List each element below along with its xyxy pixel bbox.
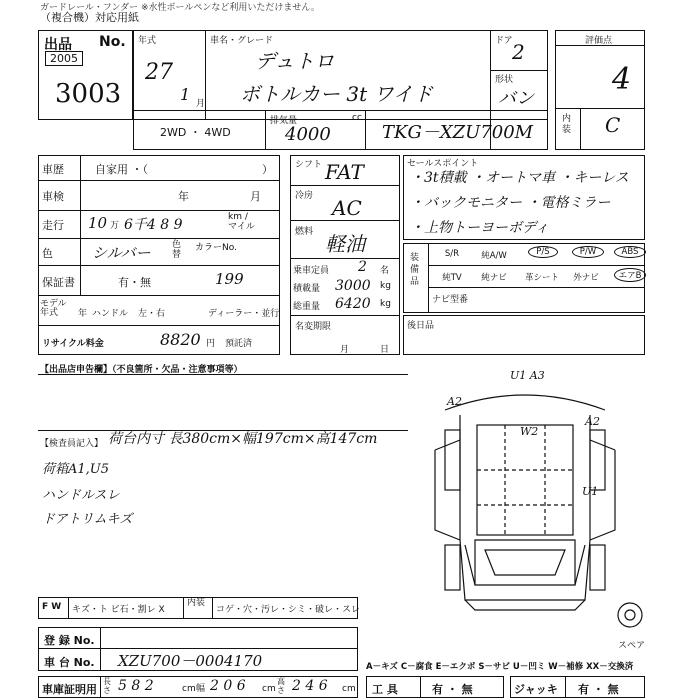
warranty-value: 有・無 xyxy=(118,276,151,289)
dealer-label: ディーラー・並行 xyxy=(208,309,280,319)
gross-value: 6420 xyxy=(335,296,371,312)
recycle-note: 預託済 xyxy=(225,339,253,349)
after-items-label: 後日品 xyxy=(407,321,435,331)
color-no-label: カラーNo. xyxy=(195,243,237,253)
after-items-box xyxy=(403,315,645,355)
eq-tv: 純TV xyxy=(442,273,462,283)
history-close: ） xyxy=(262,163,273,176)
lot-label: 出品 xyxy=(44,37,72,53)
inspection-label: 車検 xyxy=(42,190,64,203)
eq-abs: ABS xyxy=(614,246,646,258)
sales-points-label: セールスポイント xyxy=(407,159,479,169)
spare-label: スペア xyxy=(618,641,646,651)
height-label: 高さ xyxy=(277,677,285,695)
vehicle-name: デュトロ xyxy=(255,49,335,73)
declaration-title: 【出品店申告欄】（不良箇所・欠品・注意事項等） xyxy=(40,365,243,375)
equipment-label: 装備品 xyxy=(410,253,420,287)
diag-mark-w2: W2 xyxy=(520,425,539,438)
tools-label: 工 具 xyxy=(372,683,398,696)
mileage-unit: km / マイル xyxy=(228,212,255,232)
height-value: 2 4 6 xyxy=(292,678,328,694)
model-code: TKG－XZU700M xyxy=(382,122,534,143)
lot-box xyxy=(38,30,133,120)
fw-items: キズ・ト ビ石・割レ X xyxy=(72,605,165,615)
eq-ext-navi: 外ナビ xyxy=(573,273,599,283)
eq-navi: 純ナビ xyxy=(481,273,507,283)
jack-value: 有 ・ 無 xyxy=(578,683,619,696)
recycle-value: 8820 xyxy=(160,330,201,349)
name-grade-label: 車名・グレード xyxy=(210,36,274,46)
diag-mark-top: U1 A3 xyxy=(510,369,545,382)
eq-airbag: エアB xyxy=(614,268,646,282)
sales-point-3: ・上物トーヨーボディ xyxy=(410,220,549,236)
vehicle-grade: ボトルカー 3t ワイド xyxy=(240,82,433,106)
load-unit: kg xyxy=(380,281,391,291)
interior-damage-label: 内装 xyxy=(187,598,206,608)
year-label: 年式 xyxy=(138,36,157,46)
inspection-year: 年 xyxy=(178,190,189,203)
fuel-label: 燃料 xyxy=(295,227,314,237)
interior-label: 内装 xyxy=(562,114,572,135)
fw-label: F W xyxy=(42,602,62,612)
drive-value: 2WD ・ 4WD xyxy=(160,126,231,139)
lot-number: 3003 xyxy=(55,79,122,109)
interior-value: C xyxy=(605,113,621,137)
load-label: 積載量 xyxy=(293,284,321,294)
inspection-month: 月 xyxy=(250,190,261,203)
capacity-unit: 名 xyxy=(380,266,390,276)
ac-label: 冷房 xyxy=(295,191,314,201)
load-value: 3000 xyxy=(335,278,371,294)
eq-ps: P/S xyxy=(528,246,558,258)
shift-value: FAT xyxy=(325,160,364,184)
reg-change-label: 名変期限 xyxy=(295,322,332,332)
top-note: ガードレール・フンダー ※水性ボールペンなど利用いただけません。 xyxy=(40,3,320,13)
history-value: 自家用 ・（ xyxy=(95,163,148,176)
fuel-value: 軽油 xyxy=(325,232,365,256)
doors-value: 2 xyxy=(512,40,525,64)
inspector-note-1: 荷台内寸 長380cm×幅197cm×高147cm xyxy=(108,431,378,447)
capacity-value: 2 xyxy=(358,259,367,275)
inspector-note-4: ドアトリムキズ xyxy=(42,512,133,527)
sales-point-2: ・バックモニター ・電格ミラー xyxy=(410,195,611,211)
garage-size-label: 車庫証明用 xyxy=(42,683,97,696)
model-year-unit: 年 xyxy=(78,309,88,319)
capacity-label: 乗車定員 xyxy=(293,266,330,276)
vehicle-diagram xyxy=(405,370,655,630)
gross-unit: kg xyxy=(380,299,391,309)
year-value: 27 xyxy=(145,60,173,85)
chassis-no-label: 車 台 No. xyxy=(44,656,95,669)
eq-leather: 革シート xyxy=(524,273,559,283)
diag-mark-u1: U1 xyxy=(582,485,599,498)
score-value: 4 xyxy=(612,62,632,97)
diag-mark-a2-right: A2 xyxy=(585,415,600,428)
history-label: 車歴 xyxy=(42,163,64,176)
color-value: シルバー xyxy=(92,244,151,262)
height-cm: cm xyxy=(342,684,356,694)
sales-point-1: ・3t積載 ・オートマ車 ・キーレス xyxy=(410,170,629,186)
recycle-unit: 円 xyxy=(206,339,216,349)
warranty-note: 199 xyxy=(215,270,244,288)
reg-change-month: 月 xyxy=(340,345,350,355)
model-year-label: モデル年式 xyxy=(40,299,67,318)
width-value: 2 0 6 xyxy=(210,678,246,694)
shape-label: 形状 xyxy=(495,75,514,85)
score-label: 評価点 xyxy=(585,36,613,46)
diag-mark-a2-left: A2 xyxy=(447,395,462,408)
chassis-no-value: XZU700－0004170 xyxy=(118,652,263,670)
machine-note: （複合機）対応用紙 xyxy=(40,11,139,24)
navi-model-label: ナビ型番 xyxy=(432,295,469,305)
length-cm: cm xyxy=(182,684,196,694)
cc-label: cc xyxy=(352,113,362,123)
reg-no-label: 登 録 No. xyxy=(44,634,95,647)
displacement-value: 4000 xyxy=(285,124,331,145)
reg-change-day: 日 xyxy=(380,345,390,355)
recycle-label: リサイクル料金 xyxy=(42,339,104,349)
gross-label: 総重量 xyxy=(293,302,321,312)
shape-value: バン xyxy=(498,88,534,109)
month-value: 1 xyxy=(180,85,191,104)
eq-pw: P/W xyxy=(572,246,604,258)
inspector-label: 【検査員記入】 xyxy=(40,439,104,449)
eq-alloy: 純A/W xyxy=(481,251,507,261)
jack-label: ジャッキ xyxy=(514,683,558,696)
handle-value: 左・右 xyxy=(138,309,166,319)
month-unit: 月 xyxy=(196,99,206,109)
color-label: 色 xyxy=(42,247,53,260)
tools-value: 有 ・ 無 xyxy=(432,683,473,696)
doors-label: ドア xyxy=(495,36,513,46)
width-label: 幅 xyxy=(196,684,206,694)
eq-sr: S/R xyxy=(444,249,460,259)
ac-value: AC xyxy=(332,196,362,220)
mileage-digits: 6千4 8 9 xyxy=(124,217,183,233)
handle-label: ハンドル xyxy=(92,309,129,319)
length-label: 長さ xyxy=(103,677,111,695)
lot-year: 2005 xyxy=(45,51,83,66)
mileage-label: 走行 xyxy=(42,219,64,232)
lot-no-label: No. xyxy=(99,34,126,50)
color-change: 色替 xyxy=(172,240,182,260)
displacement-label: 排気量 xyxy=(270,116,298,126)
length-value: 5 8 2 xyxy=(118,678,154,694)
warranty-label: 保証書 xyxy=(42,276,75,289)
shift-label: シフト xyxy=(295,160,323,170)
interior-damage-items: コゲ・穴・汚レ・シミ・破レ・スレ xyxy=(216,605,361,615)
damage-legend: A－キズ C－腐食 E－エクボ S－サビ U－凹ミ W－補修 XX－交換済 xyxy=(366,662,634,672)
mileage-man: 10 xyxy=(88,214,108,232)
width-cm: cm xyxy=(262,684,276,694)
mileage-man-unit: 万 xyxy=(110,221,120,231)
inspector-note-2: 荷箱A1,U5 xyxy=(42,462,110,477)
inspector-note-3: ハンドルスレ xyxy=(42,488,120,503)
